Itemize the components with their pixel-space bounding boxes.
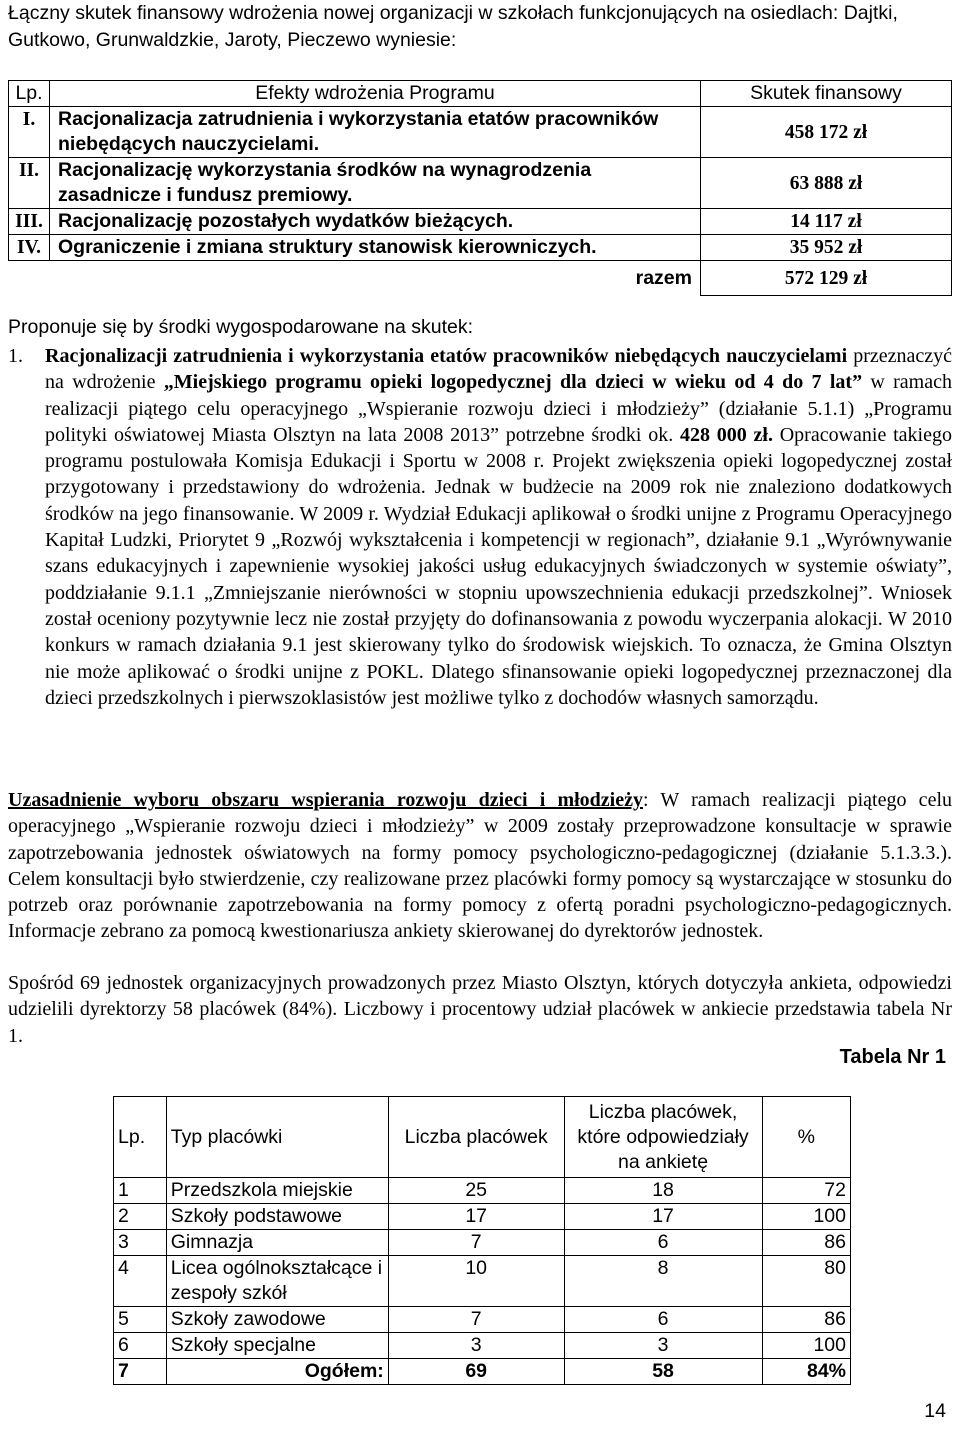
table-total-row	[9, 261, 952, 296]
header-count: Liczba placówek	[388, 1097, 564, 1178]
header-pct: %	[762, 1097, 850, 1178]
table-header-row	[9, 81, 952, 107]
cell-answered: 6	[564, 1230, 762, 1256]
cell-pct: 86	[762, 1307, 850, 1333]
paragraph-1	[8, 343, 952, 711]
row-lp: I.	[9, 107, 50, 158]
cell-lp: 6	[114, 1333, 167, 1359]
row-amount: 63 888 zł	[701, 158, 952, 209]
table-header-row	[114, 1097, 851, 1178]
row-amount: 14 117 zł	[701, 209, 952, 235]
table-row	[114, 1256, 851, 1307]
intro-paragraph: Łączny skutek finansowy wdrożenia nowej organizacji w szkołach funkcjonujących na osiedlach: Dajtki, Gutkowo, Grunwaldzkie, Jaroty, Pieczewo wyniesie:	[8, 2, 898, 51]
table-row	[9, 209, 952, 235]
section-heading: Uzasadnienie wyboru obszaru wspierania rozwoju dzieci i młodzieży	[8, 789, 643, 811]
cell-lp: 7	[114, 1359, 167, 1385]
paragraph-number: 1.	[8, 345, 23, 367]
cell-lp: 2	[114, 1204, 167, 1230]
cell-count: 3	[388, 1333, 564, 1359]
cell-type: Szkoły specjalne	[166, 1333, 388, 1359]
header-type: Typ placówki	[166, 1097, 388, 1178]
cell-lp: 1	[114, 1178, 167, 1204]
row-lp: IV.	[9, 235, 50, 261]
paragraph-3: Spośród 69 jednostek organizacyjnych prowadzonych przez Miasto Olsztyn, których dotyczyła ankieta, odpowiedzi udzielili dyrektorzy 58 placówek (84%). Liczbowy i procentowy udział placówek w ankiecie przedstawia tabela Nr 1.	[8, 972, 952, 1047]
table-total-row	[114, 1359, 851, 1385]
cell-type: Szkoły zawodowe	[166, 1307, 388, 1333]
total-label: Ogółem:	[166, 1359, 388, 1385]
header-result: Skutek finansowy	[701, 81, 952, 107]
table-title: Tabela Nr 1	[839, 1046, 946, 1068]
text-run: : W ramach realizacji piątego celu operacyjnego „Wspieranie rozwoju dzieci i młodzieży” w 2009 zostały przeprowadzone konsultacje w sprawie zapotrzebowania jednostek oświatowych na formy pomocy psychologiczno-pedagogicznej (działanie 5.1.3.3.). Celem konsultacji było stwierdzenie, czy realizowane przez placówki formy pomocy są wystarczające w stosunku do potrzeb oraz porównanie zapotrzebowania na formy pomocy z ofertą poradni psychologiczno-pedagogicznych. Informacje zebrano za pomocą kwestionariusza ankiety skierowanej do dyrektorów jednostek.	[8, 789, 952, 943]
survey-table	[113, 1096, 851, 1385]
cell-pct: 80	[762, 1256, 850, 1307]
amount: 428 000 zł.	[679, 423, 773, 446]
program-name: „Miejskiego programu opieki logopedycznej dla dzieci w wieku od 4 do 7 lat”	[163, 371, 863, 394]
text-run: przeznaczyć na wdrożenie	[45, 345, 952, 394]
row-amount: 35 952 zł	[701, 235, 952, 261]
bold-phrase: Racjonalizacji zatrudnienia i wykorzystania etatów pracowników niebędących nauczycielami	[45, 345, 848, 367]
table-row	[9, 235, 952, 261]
cell-pct: 86	[762, 1230, 850, 1256]
paragraph-2	[8, 787, 952, 945]
row-lp: III.	[9, 209, 50, 235]
proposal-label: Proponuje się by środki wygospodarowane na skutek:	[8, 316, 474, 338]
row-lp: II.	[9, 158, 50, 209]
page-number: 14	[924, 1400, 946, 1422]
cell-lp: 5	[114, 1307, 167, 1333]
total-label: razem	[635, 266, 692, 289]
row-effect: Racjonalizacja zatrudnienia i wykorzystania etatów pracowników niebędących nauczycielami.	[50, 107, 701, 158]
cell-type: Szkoły podstawowe	[166, 1204, 388, 1230]
cell-count: 7	[388, 1230, 564, 1256]
table-row	[9, 107, 952, 158]
cell-answered: 58	[564, 1359, 762, 1385]
cell-pct: 84%	[762, 1359, 850, 1385]
cell-answered: 3	[564, 1333, 762, 1359]
cell-type: Przedszkola miejskie	[166, 1178, 388, 1204]
table-row	[114, 1204, 851, 1230]
cell-answered: 17	[564, 1204, 762, 1230]
cell-answered: 18	[564, 1178, 762, 1204]
cell-pct: 100	[762, 1333, 850, 1359]
cell-type: Gimnazja	[166, 1230, 388, 1256]
cell-answered: 6	[564, 1307, 762, 1333]
text-run: w ramach realizacji piątego celu operacyjnego „Wspieranie rozwoju dzieci i młodzieży” (działanie 5.1.1) „Programu polityki oświatowej Miasta Olsztyn na lata 2008 2013” potrzebne środki ok.	[45, 371, 952, 446]
cell-count: 7	[388, 1307, 564, 1333]
cell-answered: 8	[564, 1256, 762, 1307]
cell-pct: 72	[762, 1178, 850, 1204]
table-row	[114, 1178, 851, 1204]
header-effects: Efekty wdrożenia Programu	[50, 81, 701, 107]
cell-count: 25	[388, 1178, 564, 1204]
total-amount: 572 129 zł	[701, 261, 952, 296]
cell-type: Licea ogólnokształcące i zespoły szkół	[166, 1256, 388, 1307]
cell-count: 69	[388, 1359, 564, 1385]
cell-count: 10	[388, 1256, 564, 1307]
header-answered: Liczba placówek, które odpowiedziały na ankietę	[564, 1097, 762, 1178]
cell-lp: 4	[114, 1256, 167, 1307]
table-row	[9, 158, 952, 209]
text-run: Opracowanie takiego programu postulowała Komisja Edukacji i Sportu w 2008 r. Projekt zwiększenia opieki logopedycznej został przygotowany i przedstawiony do wdrożenia. Jednak w budżecie na 2009 rok nie znaleziono dodatkowych środków na jego finansowanie. W 2009 r. Wydział Edukacji aplikował o środki unijne z Programu Operacyjnego Kapitał Ludzki, Priorytet 9 „Rozwój wykształcenia i kompetencji w regionach”, działanie 9.1 „Wyrównywanie szans edukacyjnych i zapewnienie wysokiej jakości usług edukacyjnych świadczonych w systemie oświaty”, poddziałanie 9.1.1 „Zmniejszanie nierówności w stopniu upowszechnienia edukacji przedszkolnej”. Wniosek został oceniony pozytywnie lecz nie został przyjęty do dofinansowania z powodu wyczerpania alokacji. W 2010 konkurs w ramach działania 9.1 jest skierowany tylko do środowisk wiejskich. To oznacza, że Gmina Olsztyn nie może aplikować o środki unijne z POKL. Dlatego sfinansowanie opieki logopedycznej przeznaczonej dla dzieci przedszkolnych i pierwszoklasistów jest możliwe tylko z dochodów własnych samorządu.	[45, 423, 952, 709]
row-effect: Ograniczenie i zmiana struktury stanowisk kierowniczych.	[50, 235, 701, 261]
row-effect: Racjonalizację pozostałych wydatków bieżących.	[50, 209, 701, 235]
table-row	[114, 1230, 851, 1256]
header-lp: Lp.	[9, 81, 50, 107]
financial-effects-table	[8, 80, 952, 296]
cell-pct: 100	[762, 1204, 850, 1230]
cell-count: 17	[388, 1204, 564, 1230]
header-lp: Lp.	[114, 1097, 167, 1178]
table-row	[114, 1307, 851, 1333]
cell-lp: 3	[114, 1230, 167, 1256]
row-effect: Racjonalizację wykorzystania środków na wynagrodzenia zasadnicze i fundusz premiowy.	[50, 158, 701, 209]
paragraph-1-body	[45, 343, 952, 711]
row-amount: 458 172 zł	[701, 107, 952, 158]
table-row	[114, 1333, 851, 1359]
